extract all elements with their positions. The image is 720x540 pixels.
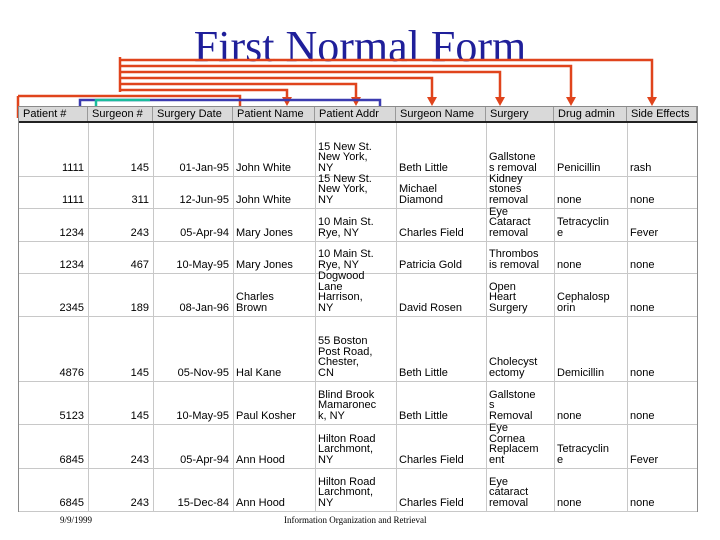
arrow-head [495,97,505,106]
header-patient-num: Patient # [19,107,88,121]
cell-surgeon-num: 467 [130,259,149,272]
header-surgery-date: Surgery Date [153,107,233,121]
column-divider [486,123,487,511]
cell-patient-num: 6845 [59,497,84,510]
cell-patient-name: Charles Brown [236,291,274,315]
cell-patient-addr: 15 New St. New York, NY [318,172,372,207]
cell-patient-num: 2345 [59,302,84,315]
cell-surgery: Gallstone s removal [489,151,537,175]
cell-side-effects: none [630,410,655,423]
cell-drug-admin: none [557,259,582,272]
header-patient-name: Patient Name [233,107,315,121]
cell-surgery-date: 08-Jan-96 [179,302,229,315]
cell-drug-admin: Tetracyclin e [557,216,609,240]
cell-surgery: Kidney stones removal [489,172,529,207]
column-divider [315,123,316,511]
cell-surgeon-num: 311 [131,194,149,207]
table-row [19,205,697,242]
cell-patient-addr: 10 Main St. Rye, NY [318,248,374,272]
cell-surgeon-num: 243 [130,454,149,467]
column-divider [88,123,89,511]
table-row [19,468,697,512]
arrow-head [566,97,576,106]
column-divider [153,123,154,511]
cell-surgery-date: 12-Jun-95 [179,194,229,207]
cell-surgeon-num: 189 [130,302,149,315]
header-surgeon-num: Surgeon # [88,107,153,121]
cell-patient-addr: 10 Main St. Rye, NY [318,216,374,240]
cell-side-effects: none [630,259,655,272]
cell-side-effects: none [630,367,655,380]
cell-patient-num: 1111 [61,162,84,175]
slide-title: First Normal Form [193,22,527,71]
cell-surgery: Cholecyst ectomy [489,356,538,380]
column-divider [396,123,397,511]
cell-patient-name: Hal Kane [236,367,282,380]
cell-surgeon-num: 243 [130,227,149,240]
cell-patient-addr: Hilton Road Larchmont, NY [318,432,376,467]
cell-patient-name: Mary Jones [236,227,293,240]
cell-patient-num: 4876 [59,367,84,380]
arrow-head [282,97,292,106]
column-divider [554,123,555,511]
cell-drug-admin: none [557,497,582,510]
cell-patient-addr: 15 New St. New York, NY [318,140,372,175]
cell-surgeon-name: Beth Little [399,367,448,380]
cell-patient-num: 1234 [59,259,84,272]
cell-patient-name: Ann Hood [236,454,285,467]
cell-surgeon-num: 145 [130,367,149,380]
cell-patient-addr: 55 Boston Post Road, Chester, CN [318,334,373,380]
footer-date: 9/9/1999 [60,515,93,525]
table-header [19,107,697,123]
column-divider [627,123,628,511]
cell-patient-name: John White [236,162,292,175]
cell-patient-num: 5123 [59,410,84,423]
cell-surgeon-num: 145 [130,410,149,423]
cell-patient-addr: Dogwood Lane Harrison, NY [318,269,365,315]
cell-drug-admin: Penicillin [557,162,601,175]
cell-patient-addr: Hilton Road Larchmont, NY [318,475,376,510]
cell-drug-admin: none [557,410,582,423]
header-patient-addr: Patient Addr [315,107,396,121]
arrow-head [351,97,361,106]
cell-drug-admin: Tetracyclin e [557,443,609,467]
table-row [19,421,697,469]
cell-side-effects: Fever [630,454,659,467]
table-row [19,316,697,382]
cell-drug-admin: Cephalosp orin [557,291,610,315]
cell-side-effects: none [630,194,655,207]
column-divider [233,123,234,511]
cell-surgery-date: 15-Dec-84 [177,497,229,510]
arrow-head [647,97,657,106]
header-surgeon-name: Surgeon Name [396,107,486,121]
cell-surgery-date: 10-May-95 [176,410,229,423]
table-row [19,172,697,209]
cell-surgeon-name: Charles Field [399,497,464,510]
cell-patient-num: 1111 [61,194,84,207]
cell-surgery-date: 05-Apr-94 [180,454,229,467]
cell-surgery-date: 05-Nov-95 [177,367,229,380]
table-row [19,269,697,317]
cell-drug-admin: Demicillin [557,367,605,380]
cell-surgeon-name: Michael Diamond [399,183,444,207]
footer-text: Information Organization and Retrieval [284,515,427,525]
cell-side-effects: none [630,302,655,315]
cell-surgeon-num: 243 [130,497,149,510]
cell-patient-name: Ann Hood [236,497,285,510]
cell-patient-name: Paul Kosher [236,410,296,423]
cell-drug-admin: none [557,194,582,207]
cell-surgery-date: 05-Apr-94 [180,227,229,240]
cell-patient-num: 6845 [59,454,84,467]
cell-surgeon-name: Charles Field [399,227,464,240]
cell-surgeon-name: Beth Little [399,162,448,175]
header-side-effects: Side Effects [627,107,697,121]
header-surgery: Surgery [486,107,554,121]
cell-surgery-date: 10-May-95 [176,259,229,272]
cell-side-effects: rash [630,162,652,175]
cell-surgery-date: 01-Jan-95 [179,162,229,175]
cell-patient-num: 1234 [59,227,84,240]
cell-surgery: Eye cataract removal [489,475,529,510]
cell-patient-name: Mary Jones [236,259,293,272]
table-row [19,123,697,177]
arrow-patient-dependency [120,72,500,103]
cell-side-effects: none [630,497,655,510]
cell-surgeon-name: Beth Little [399,410,448,423]
cell-patient-addr: Blind Brook Mamaronec k, NY [318,388,377,423]
cell-surgery: Thrombos is removal [489,248,540,272]
cell-surgery: Gallstone s Removal [489,388,536,423]
cell-surgeon-name: Patricia Gold [399,259,462,272]
cell-surgery: Open Heart Surgery [489,280,528,315]
header-drug-admin: Drug admin [554,107,627,121]
cell-surgery: Eye Cornea Replacem ent [489,421,539,467]
cell-surgeon-name: Charles Field [399,454,464,467]
cell-surgeon-name: David Rosen [399,302,462,315]
table-row [19,381,697,425]
patient-table [18,106,698,512]
cell-surgeon-num: 145 [130,162,149,175]
cell-surgery: Eye Cataract removal [489,205,531,240]
cell-patient-name: John White [236,194,292,207]
cell-side-effects: Fever [630,227,659,240]
arrow-head [427,97,437,106]
